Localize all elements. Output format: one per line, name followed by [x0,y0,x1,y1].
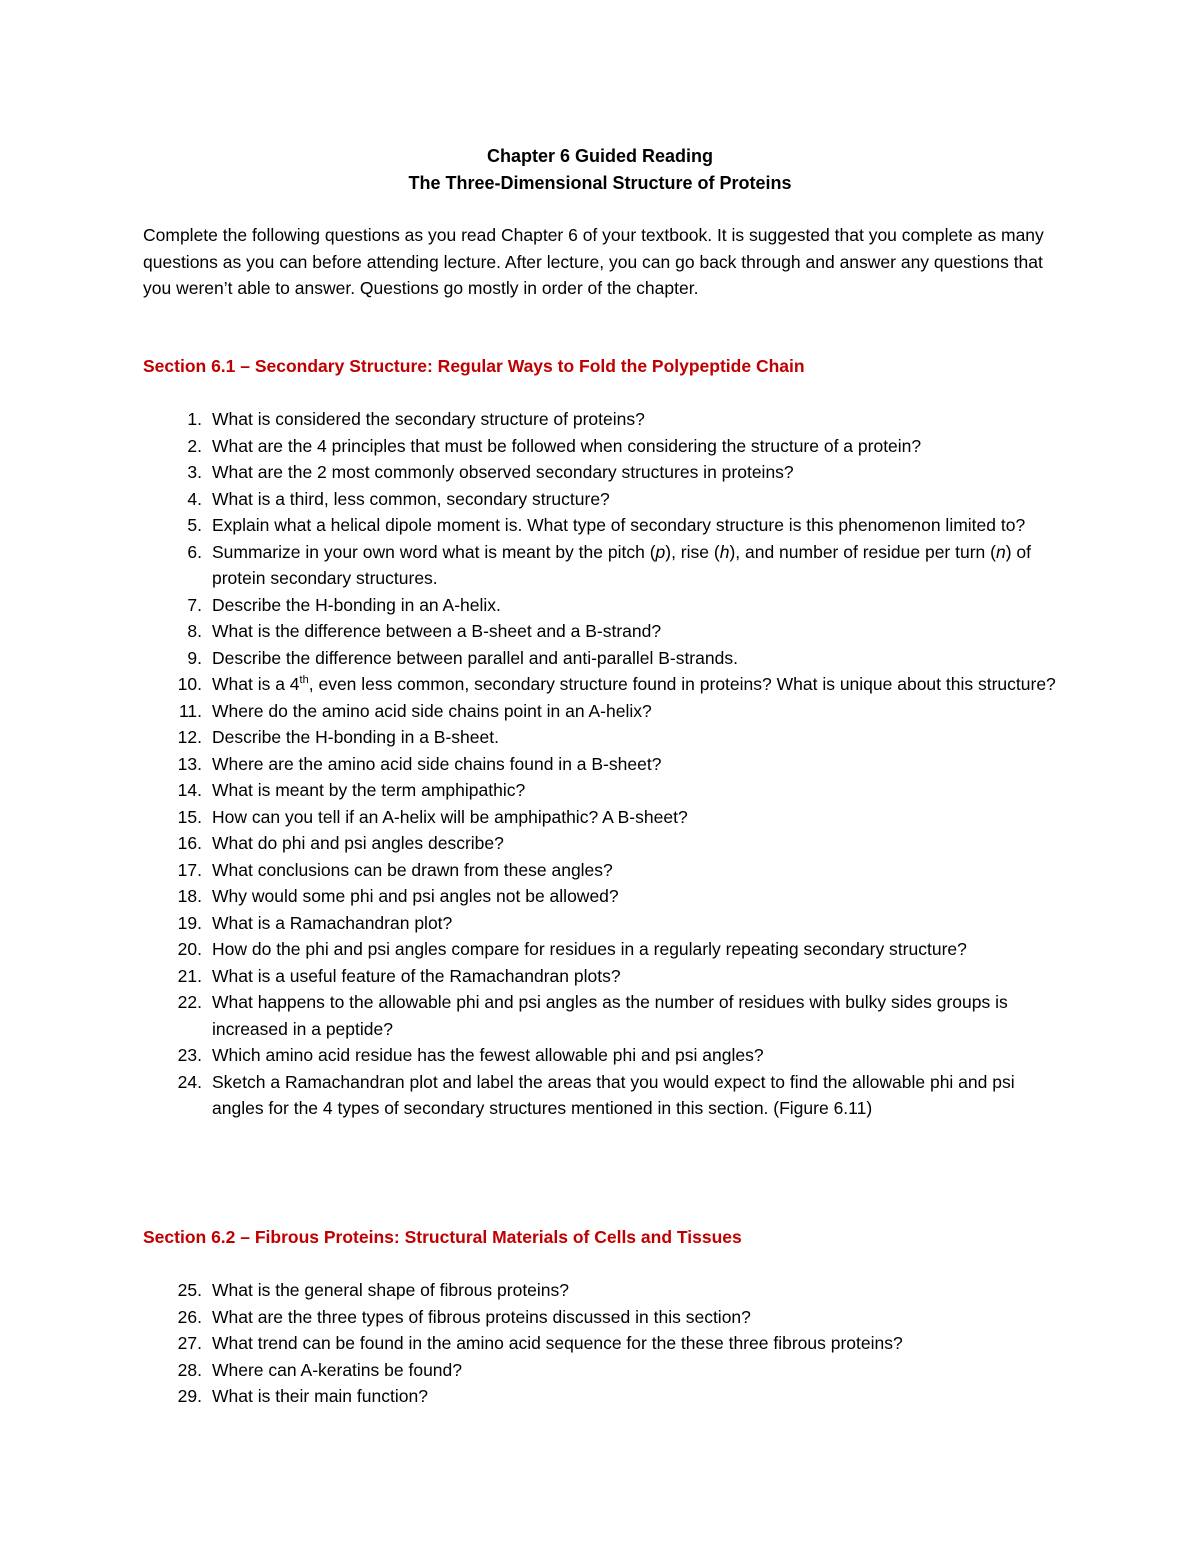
question-item [0,910,1062,937]
question-number: 29. [177,1386,202,1406]
question-number: 12. [177,727,202,747]
question-list-section-6-1 [0,406,1200,1122]
question-number: 9. [187,647,202,668]
question-number: 10. [177,674,202,694]
question-text: Why would some phi and psi angles not be allowed? [212,886,619,906]
question-text: How can you tell if an A-helix will be amphipathic? A B-sheet? [212,806,688,827]
question-item [0,539,1062,592]
question-number: 17. [177,859,202,880]
question-text: What is a Ramachandran plot? [212,912,453,933]
question-item [0,671,1062,698]
question-number: 22. [177,992,202,1012]
question-text: How do the phi and psi angles compare for residues in a regularly repeating secondary structure? [212,939,967,959]
question-number: 27. [177,1333,202,1353]
question-number: 14. [177,780,202,800]
question-item [0,936,1062,963]
question-item [0,406,1062,433]
question-item [0,698,1062,725]
question-text: Which amino acid residue has the fewest allowable phi and psi angles? [212,1045,764,1065]
question-text: Explain what a helical dipole moment is. What type of secondary structure is this phenomenon limited to? [212,515,1026,535]
question-text: Describe the H-bonding in a B-sheet. [212,727,499,747]
question-item [0,1330,1062,1357]
question-text: What conclusions can be drawn from these angles? [212,859,613,880]
section-heading-6-1: Section 6.1 – Secondary Structure: Regular Ways to Fold the Polypeptide Chain [143,356,805,376]
question-list-section-6-2 [0,1277,1200,1410]
question-number: 18. [177,886,202,906]
question-text: What is a useful feature of the Ramachandran plots? [212,965,621,986]
question-text: What trend can be found in the amino acid sequence for the these three fibrous proteins? [212,1333,903,1353]
question-item [0,592,1062,619]
question-number: 19. [177,912,202,933]
question-text: What do phi and psi angles describe? [212,833,504,853]
question-number: 15. [177,806,202,827]
question-number: 11. [178,700,202,721]
question-number: 26. [177,1306,202,1327]
question-item [0,512,1062,539]
question-text: What are the 2 most commonly observed secondary structures in proteins? [212,462,794,482]
question-number: 6. [187,541,202,562]
question-text: What happens to the allowable phi and psi angles as the number of residues with bulky sides groups is increased in a peptide? [212,992,1008,1039]
question-text: What are the 4 principles that must be followed when considering the structure of a protein? [212,435,922,456]
question-number: 23. [177,1045,202,1065]
question-text: Describe the H-bonding in an A-helix. [212,594,501,615]
question-item [0,645,1062,672]
question-text: What is a third, less common, secondary structure? [212,488,610,509]
question-item [0,963,1062,990]
question-number: 21. [177,965,202,986]
question-number: 7. [187,594,202,615]
question-text: Where are the amino acid side chains found in a B-sheet? [212,753,662,774]
question-item [0,618,1062,645]
question-text: Sketch a Ramachandran plot and label the areas that you would expect to find the allowable phi and psi angles for the 4 types of secondary structures mentioned in this section. (Figure 6.11) [212,1071,1015,1118]
question-number: 20. [177,939,202,959]
section-heading-6-2: Section 6.2 – Fibrous Proteins: Structural Materials of Cells and Tissues [143,1227,742,1247]
question-number: 1. [187,409,202,429]
question-item [0,1277,1062,1304]
question-item [0,1383,1062,1410]
question-item [0,1357,1062,1384]
question-item [0,459,1062,486]
question-item [0,857,1062,884]
question-item [0,830,1062,857]
question-text: What is the difference between a B-sheet and a B-strand? [212,621,662,641]
question-item [0,989,1062,1042]
question-item [0,751,1062,778]
question-item [0,804,1062,831]
question-item [0,724,1062,751]
document-title: Chapter 6 Guided Reading [486,146,714,166]
question-text: Describe the difference between parallel and anti-parallel B-strands. [212,647,738,668]
question-item [0,1069,1062,1122]
question-text: Summarize in your own word what is meant by the pitch (p), rise (h), and number of residue per turn (n) of protein secondary structures. [212,541,1031,588]
question-text: What is a 4th, even less common, secondary structure found in proteins? What is unique about this structure? [212,674,1056,694]
question-number: 5. [187,515,202,535]
intro-paragraph: Complete the following questions as you read Chapter 6 of your textbook. It is suggested that you complete as many questions as you can before attending lecture. After lecture, you can go back through and answer any questions that you weren’t able to answer. Questions go mostly in order of the chapter. [143,225,1044,298]
question-number: 16. [177,833,202,853]
question-text: Where can A-keratins be found? [212,1359,463,1380]
question-text: What is considered the secondary structure of proteins? [212,409,645,429]
question-text: What is their main function? [212,1386,428,1406]
question-number: 8. [187,621,202,641]
question-text: What are the three types of fibrous proteins discussed in this section? [212,1306,751,1327]
question-item [0,433,1062,460]
question-number: 25. [177,1280,202,1300]
question-text: Where do the amino acid side chains point in an A-helix? [212,700,652,721]
question-number: 2. [187,435,202,456]
question-number: 24. [177,1071,202,1092]
question-item [0,777,1062,804]
question-item [0,883,1062,910]
question-number: 3. [187,462,202,482]
question-item [0,1304,1062,1331]
question-item [0,486,1062,513]
question-item [0,1042,1062,1069]
question-number: 4. [187,488,202,509]
question-number: 13. [177,753,202,774]
question-number: 28. [177,1359,202,1380]
question-text: What is the general shape of fibrous proteins? [212,1280,570,1300]
question-text: What is meant by the term amphipathic? [212,780,526,800]
document-subtitle: The Three-Dimensional Structure of Proteins [408,173,792,193]
